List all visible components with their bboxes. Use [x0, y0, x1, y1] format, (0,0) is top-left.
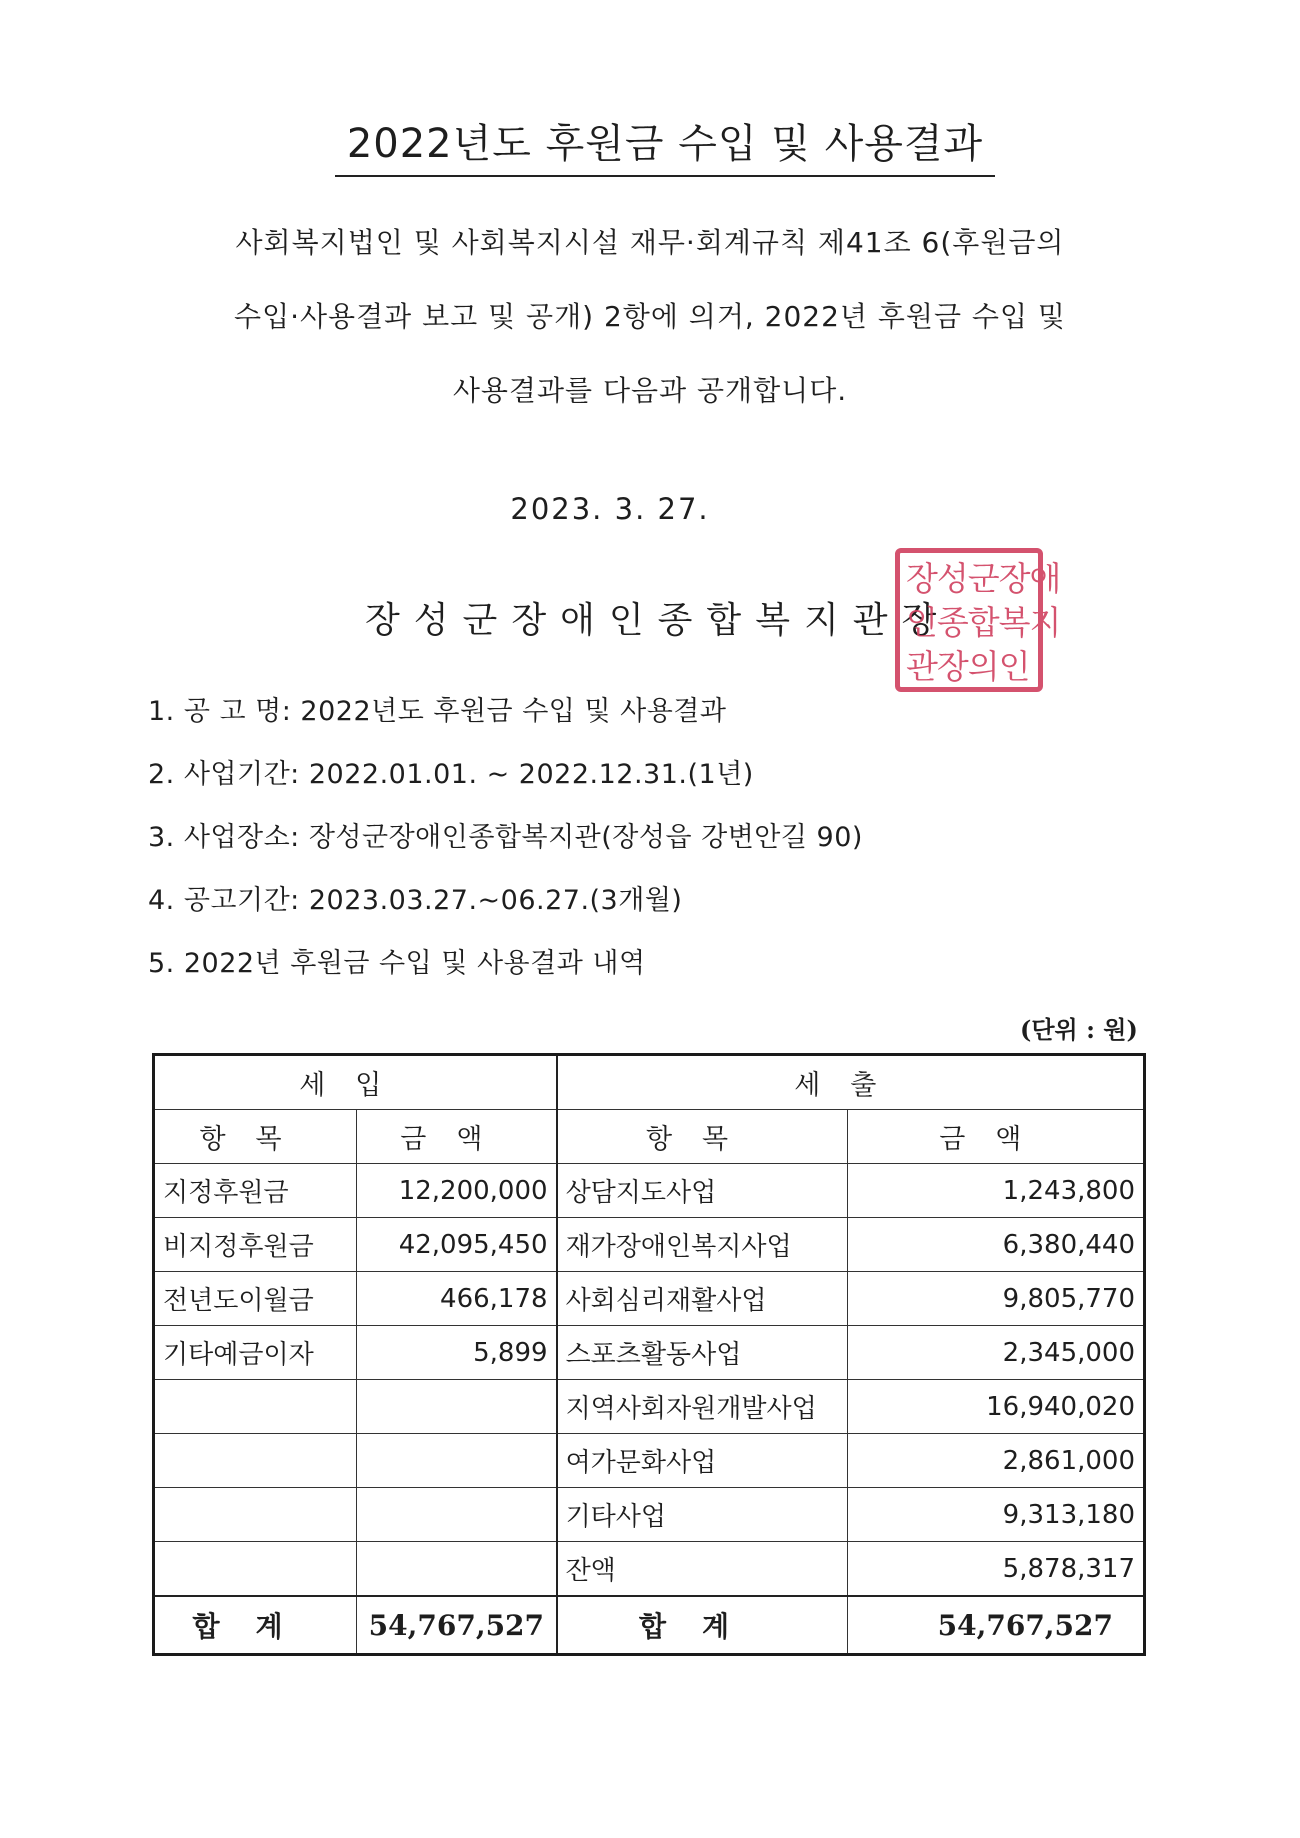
- expense-item-cell: 사회심리재활사업: [557, 1272, 848, 1326]
- income-item-cell: [154, 1542, 357, 1597]
- income-amount-cell: 466,178: [357, 1272, 557, 1326]
- income-item-cell: 지정후원금: [154, 1164, 357, 1218]
- income-item-cell: [154, 1380, 357, 1434]
- income-amount-cell: 42,095,450: [357, 1218, 557, 1272]
- unit-note: (단위 : 원): [1020, 1015, 1138, 1044]
- income-item-cell: [154, 1434, 357, 1488]
- organization-name: 장성군장애인종합복지관장: [365, 600, 951, 641]
- column-header-row: [154, 1110, 1145, 1164]
- expense-amount-col: 금액: [847, 1110, 1144, 1164]
- expense-total-label: 합계: [557, 1596, 848, 1655]
- seal-line: 관장의인: [906, 647, 1030, 686]
- expense-item-cell: 상담지도사업: [557, 1164, 848, 1218]
- expense-item-cell: 스포츠활동사업: [557, 1326, 848, 1380]
- section-header-row: [154, 1055, 1145, 1110]
- seal-line: 인종합복지: [906, 603, 1061, 642]
- expense-total-amount: 54,767,527: [847, 1596, 1144, 1655]
- income-amount-cell: [357, 1542, 557, 1597]
- intro-line: 수입·사용결과 보고 및 공개) 2항에 의거, 2022년 후원금 수입 및: [234, 300, 1066, 333]
- income-amount-cell: 12,200,000: [357, 1164, 557, 1218]
- total-row: [154, 1596, 1145, 1655]
- official-seal-stamp: [895, 548, 1061, 692]
- table-row: [154, 1218, 1145, 1272]
- income-item-cell: 전년도이월금: [154, 1272, 357, 1326]
- income-expense-table: [152, 1053, 1146, 1656]
- expense-item-cell: 지역사회자원개발사업: [557, 1380, 848, 1434]
- income-amount-cell: [357, 1488, 557, 1542]
- notice-items-list: [148, 690, 863, 1005]
- expense-header: 세출: [557, 1055, 1145, 1110]
- table-row: [154, 1272, 1145, 1326]
- seal-line: 장성군장애: [906, 559, 1061, 598]
- announcement-date: 2023. 3. 27.: [510, 492, 710, 526]
- table-row: [154, 1164, 1145, 1218]
- intro-line: 사회복지법인 및 사회복지시설 재무·회계규칙 제41조 6(후원금의: [235, 226, 1065, 259]
- table-row: [154, 1542, 1145, 1597]
- intro-line: 사용결과를 다음과 공개합니다.: [452, 374, 848, 407]
- income-header: 세입: [154, 1055, 557, 1110]
- intro-paragraph: [150, 215, 1150, 437]
- table-row: [154, 1434, 1145, 1488]
- income-amount-cell: [357, 1380, 557, 1434]
- document-title: 2022년도 후원금 수입 및 사용결과: [335, 112, 995, 177]
- notice-item: 3. 사업장소: 장성군장애인종합복지관(장성읍 강변안길 90): [148, 822, 863, 853]
- expense-item-cell: 기타사업: [557, 1488, 848, 1542]
- income-amount-cell: [357, 1434, 557, 1488]
- table-row: [154, 1488, 1145, 1542]
- notice-item: 2. 사업기간: 2022.01.01. ~ 2022.12.31.(1년): [148, 759, 754, 790]
- income-total-label: 합계: [154, 1596, 357, 1655]
- ledger-body: [154, 1164, 1145, 1597]
- notice-item: 5. 2022년 후원금 수입 및 사용결과 내역: [148, 948, 646, 979]
- income-item-cell: [154, 1488, 357, 1542]
- expense-amount-cell: 2,861,000: [847, 1434, 1144, 1488]
- income-item-col: 항목: [154, 1110, 357, 1164]
- income-amount-col: 금액: [357, 1110, 557, 1164]
- expense-amount-cell: 1,243,800: [847, 1164, 1144, 1218]
- table-row: [154, 1380, 1145, 1434]
- expense-item-cell: 잔액: [557, 1542, 848, 1597]
- expense-amount-cell: 9,313,180: [847, 1488, 1144, 1542]
- expense-amount-cell: 16,940,020: [847, 1380, 1144, 1434]
- expense-amount-cell: 2,345,000: [847, 1326, 1144, 1380]
- expense-item-col: 항목: [557, 1110, 848, 1164]
- income-item-cell: 기타예금이자: [154, 1326, 357, 1380]
- expense-item-cell: 재가장애인복지사업: [557, 1218, 848, 1272]
- table-row: [154, 1326, 1145, 1380]
- income-total-amount: 54,767,527: [357, 1596, 557, 1655]
- notice-item: 4. 공고기간: 2023.03.27.~06.27.(3개월): [148, 885, 683, 916]
- expense-amount-cell: 9,805,770: [847, 1272, 1144, 1326]
- income-item-cell: 비지정후원금: [154, 1218, 357, 1272]
- expense-amount-cell: 5,878,317: [847, 1542, 1144, 1597]
- expense-item-cell: 여가문화사업: [557, 1434, 848, 1488]
- notice-item: 1. 공 고 명: 2022년도 후원금 수입 및 사용결과: [148, 696, 727, 727]
- income-amount-cell: 5,899: [357, 1326, 557, 1380]
- expense-amount-cell: 6,380,440: [847, 1218, 1144, 1272]
